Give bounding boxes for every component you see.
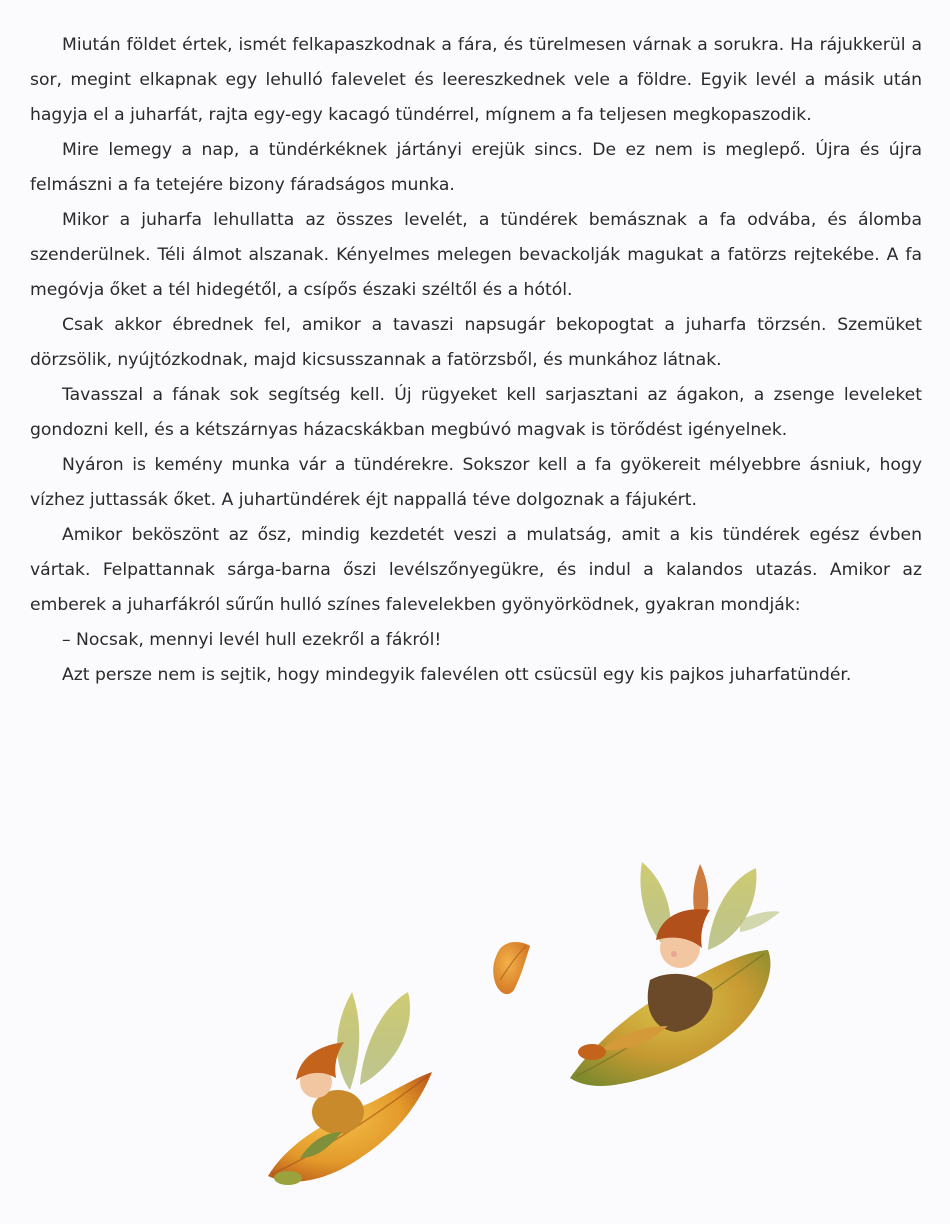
story-paragraph: Csak akkor ébrednek fel, amikor a tavaszi napsugár bekopogtat a juharfa törzsén. Szemüket dörzsölik, nyújtózkodnak, majd kicsusszannak a fatörzsből, és munkához látnak. <box>30 315 922 370</box>
story-paragraph: Azt persze nem is sejtik, hogy mindegyik falevélen ott csücsül egy kis pajkos juharfatündér. <box>62 665 852 685</box>
story-text <box>30 28 922 693</box>
story-paragraph: Nyáron is kemény munka vár a tündérekre. Sokszor kell a fa gyökereit mélyebbre ásniuk, hogy vízhez juttassák őket. A juhartündérek éjt nappallá téve dolgoznak a fájukért. <box>30 455 922 510</box>
story-paragraph: Amikor beköszönt az ősz, mindig kezdetét veszi a mulatság, amit a kis tündérek egész évben vártak. Felpattannak sárga-barna őszi levélszőnyegükre, és indul a kalandos utazás. Amikor az emberek a juharfákról sűrűn hulló színes falevelekben gyönyörködnek, gyakran mondják: <box>30 525 922 615</box>
fairy-illustration <box>0 840 950 1224</box>
right-fairy-icon <box>570 862 780 1086</box>
story-dialogue: – Nocsak, mennyi levél hull ezekről a fákról! <box>62 630 442 650</box>
story-paragraph: Mire lemegy a nap, a tündérkéknek jártányi erejük sincs. De ez nem is meglepő. Újra és újra felmászni a fa tetejére bizony fáradságos munka. <box>30 140 922 195</box>
falling-leaf-icon <box>493 942 530 994</box>
story-paragraph: Mikor a juharfa lehullatta az összes levelét, a tündérek bemásznak a fa odvába, és álomba szenderülnek. Téli álmot alszanak. Kényelmes melegen bevackolják magukat a fatörzs rejtekébe. A fa megóvja őket a tél hidegétől, a csípős északi széltől és a hótól. <box>30 210 922 300</box>
left-fairy-icon <box>268 992 432 1185</box>
story-paragraph: Tavasszal a fának sok segítség kell. Új rügyeket kell sarjasztani az ágakon, a zsenge leveleket gondozni kell, és a kétszárnyas házacskákban megbúvó magvak is törődést igényelnek. <box>30 385 922 440</box>
story-paragraph: Miután földet értek, ismét felkapaszkodnak a fára, és türelmesen várnak a sorukra. Ha rájukkerül a sor, megint elkapnak egy lehulló falevelet és leereszkednek vele a földre. Egyik levél a másik után hagyja el a juharfát, rajta egy-egy kacagó tündérrel, mígnem a fa teljesen megkopaszodik. <box>30 35 922 125</box>
